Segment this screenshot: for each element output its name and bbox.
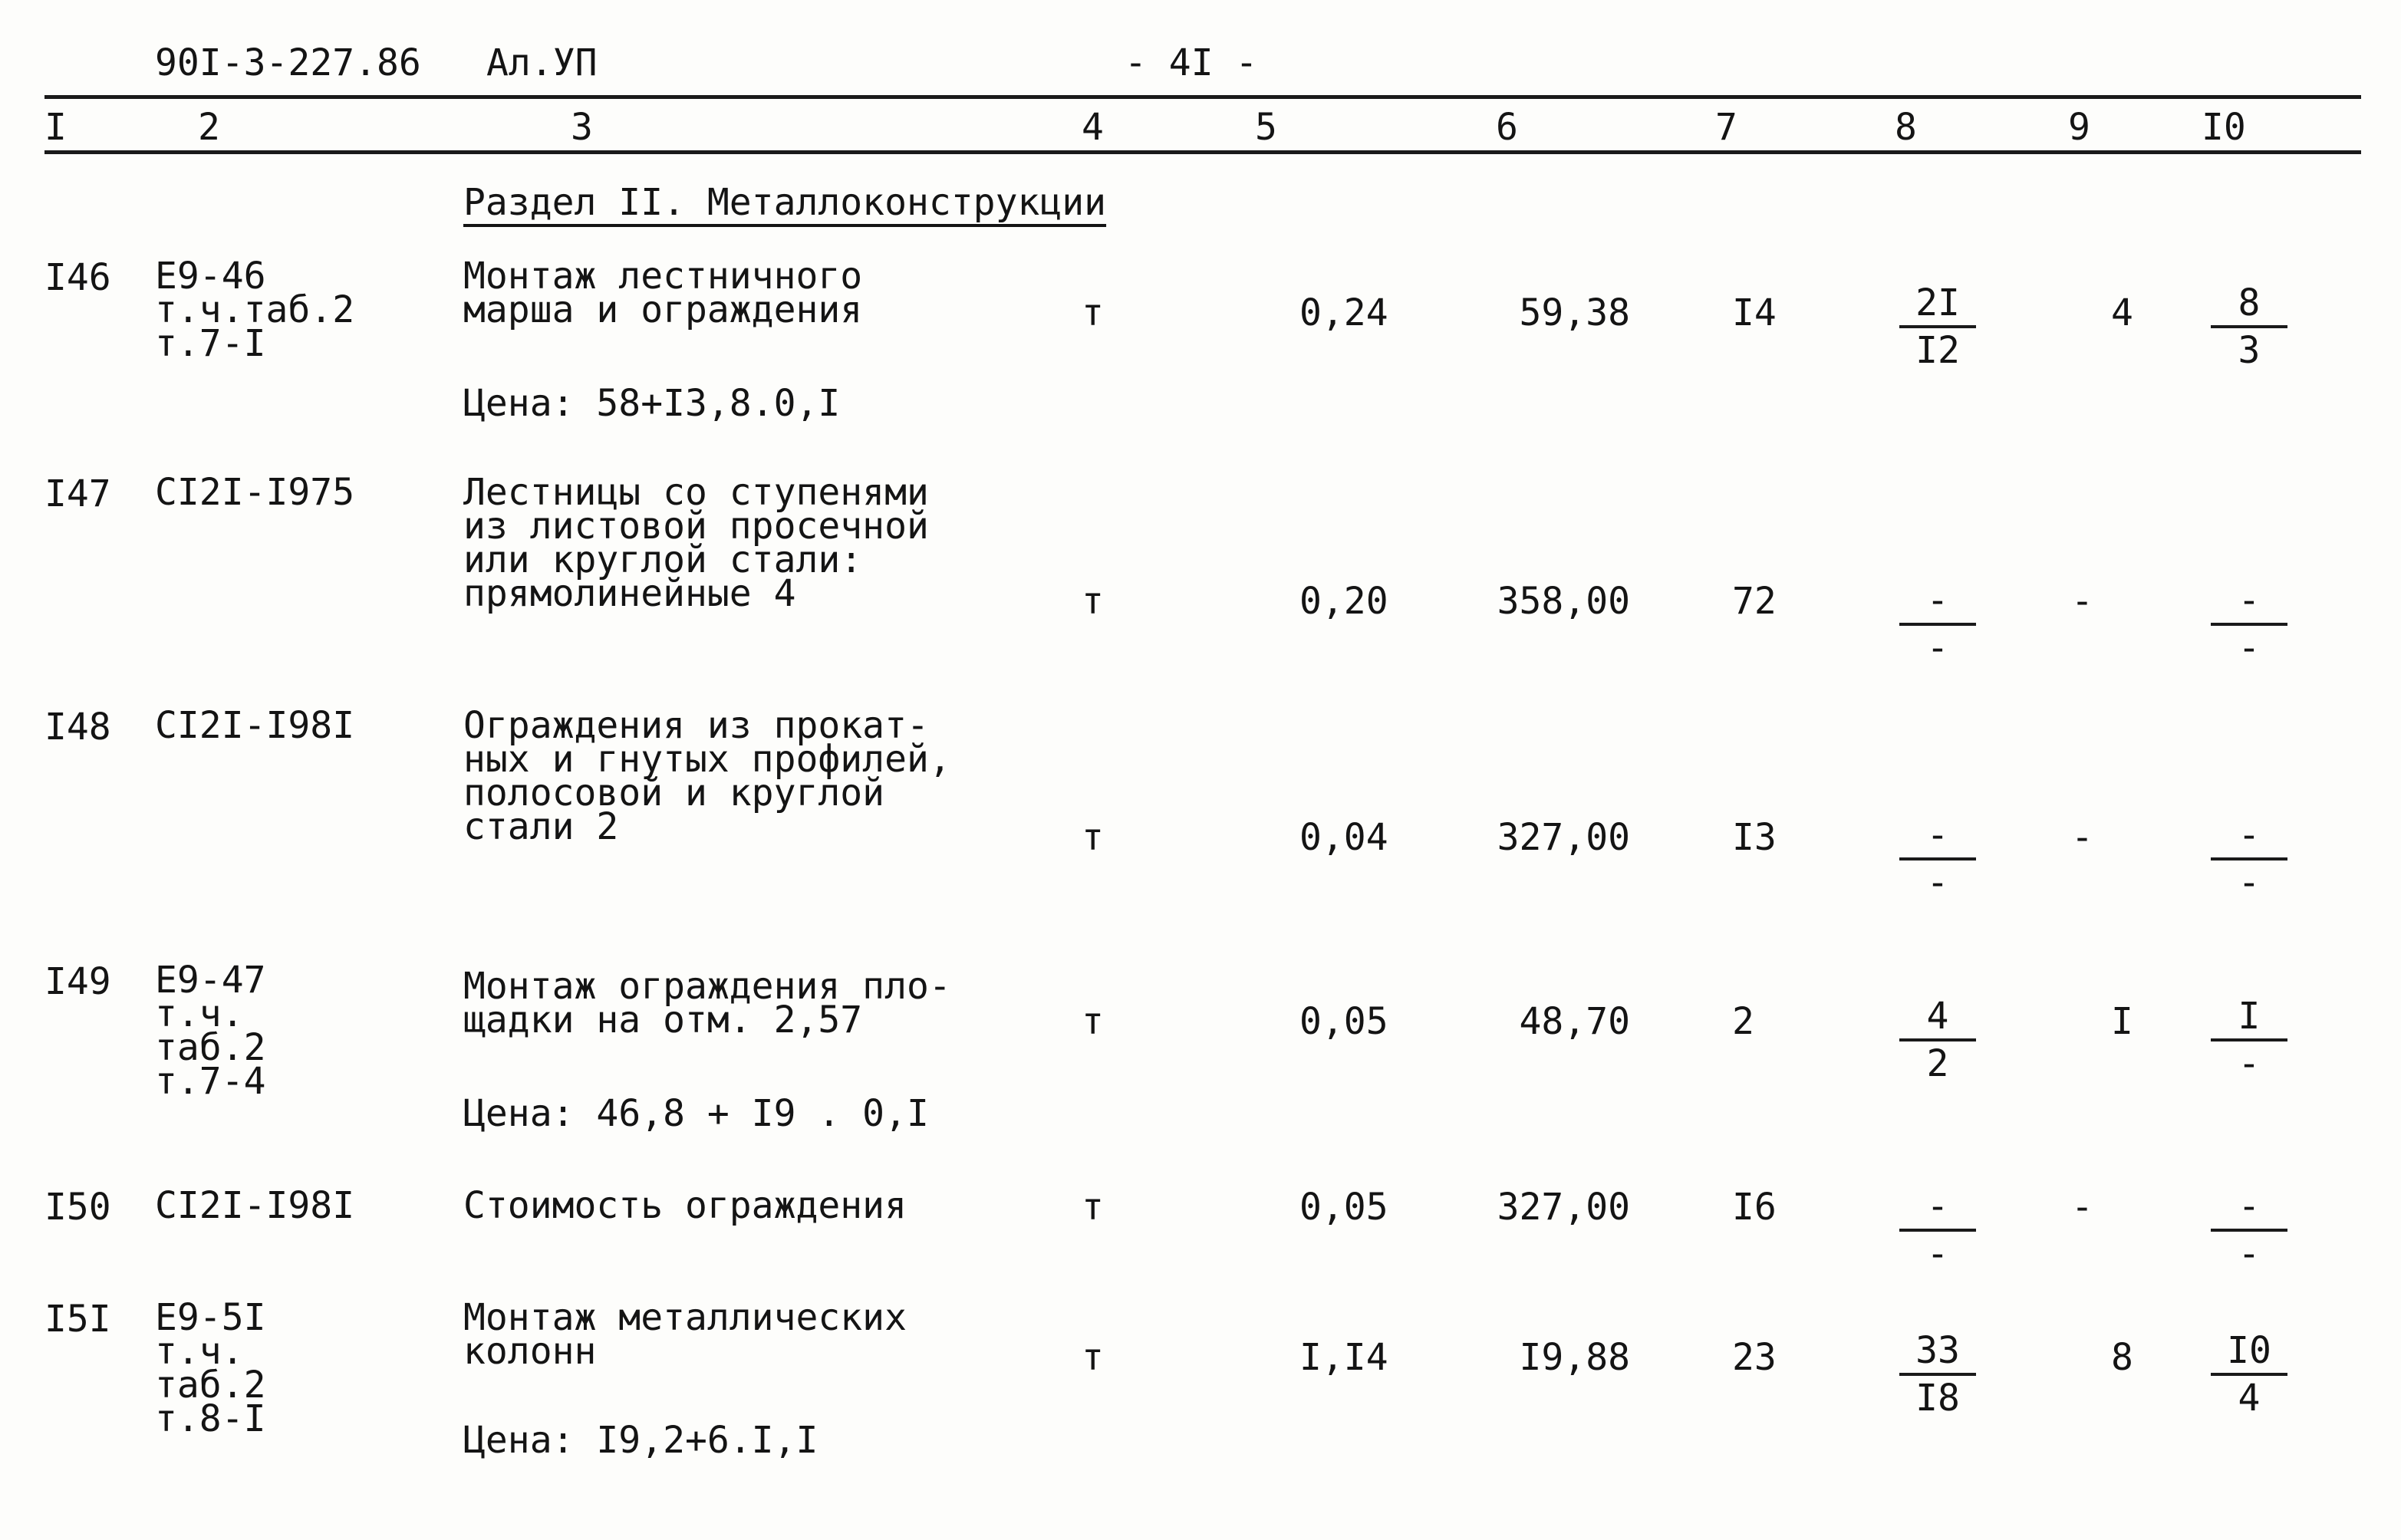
fraction-bar — [2211, 1038, 2287, 1041]
unit: т — [1082, 1186, 1104, 1229]
column-10-fraction — [2211, 1329, 2287, 1420]
price-formula: Цена: 46,8 + I9 . 0,I — [463, 1092, 929, 1135]
column-header-6: 6 — [1496, 106, 1518, 149]
fraction-numerator: - — [2238, 814, 2261, 857]
column-8-fraction — [1899, 579, 1976, 670]
fraction-bar — [1899, 857, 1976, 860]
fraction-numerator: 8 — [2238, 281, 2261, 324]
column-9-value: 8 — [2111, 1336, 2133, 1379]
unit-cost: 327,00 — [1497, 1186, 1630, 1229]
fraction-bar — [2211, 325, 2287, 328]
unit: т — [1082, 1000, 1104, 1043]
quantity: 0,05 — [1299, 1000, 1388, 1043]
column-10-fraction — [2211, 281, 2287, 372]
norm-code: СI2I-I98I — [155, 1184, 355, 1227]
total-cost: 72 — [1732, 580, 1777, 623]
work-description: Монтаж ограждения пло- щадки на отм. 2,57 — [463, 965, 951, 1041]
column-9-value: - — [2071, 1186, 2093, 1229]
album-label: Ал.УП — [486, 41, 598, 84]
unit-cost: 48,70 — [1519, 1000, 1630, 1043]
quantity: 0,05 — [1299, 1186, 1388, 1229]
fraction-bar — [1899, 1038, 1976, 1041]
fraction-numerator: - — [2238, 579, 2261, 622]
total-cost: I6 — [1732, 1186, 1777, 1229]
fraction-bar — [1899, 325, 1976, 328]
fraction-numerator: 2I — [1915, 281, 1960, 324]
document-code: 90I-3-227.86 — [155, 41, 421, 84]
price-formula: Цена: 58+I3,8.0,I — [463, 382, 841, 425]
fraction-bar — [2211, 623, 2287, 626]
fraction-denominator: I2 — [1915, 329, 1960, 372]
fraction-denominator: - — [2238, 1232, 2261, 1275]
fraction-denominator: 3 — [2238, 329, 2261, 372]
total-cost: I3 — [1732, 816, 1777, 859]
fraction-numerator: - — [1926, 579, 1949, 622]
header-bottom-rule — [44, 150, 2361, 154]
unit: т — [1082, 1336, 1104, 1379]
fraction-denominator: - — [1926, 1232, 1949, 1275]
column-header-5: 5 — [1255, 106, 1277, 149]
fraction-denominator: - — [2238, 627, 2261, 670]
unit-cost: I9,88 — [1519, 1336, 1630, 1379]
column-9-value: - — [2071, 816, 2093, 859]
column-8-fraction — [1899, 816, 1976, 902]
column-header-10: I0 — [2202, 106, 2246, 149]
row-number: I48 — [44, 706, 111, 749]
norm-code: Е9-46 т.ч.таб.2 т.7-I — [155, 255, 355, 365]
total-cost: 2 — [1732, 1000, 1754, 1043]
fraction-bar — [1899, 623, 1976, 626]
fraction-bar — [2211, 1373, 2287, 1376]
work-description: Ограждения из прокат- ных и гнутых профилей, полосовой и круглой стали 2 — [463, 704, 951, 848]
column-8-fraction — [1899, 1187, 1976, 1273]
row-number: I5I — [44, 1298, 111, 1341]
row-number: I49 — [44, 960, 111, 1003]
row-number: I47 — [44, 472, 111, 515]
column-header-2: 2 — [198, 106, 220, 149]
total-cost: I4 — [1732, 291, 1777, 334]
norm-code: СI2I-I98I — [155, 704, 355, 747]
total-cost: 23 — [1732, 1336, 1777, 1379]
fraction-denominator: - — [2238, 861, 2261, 904]
work-description: Лестницы со ступенями из листовой просечной или круглой стали: прямолинейные 4 — [463, 471, 929, 615]
fraction-bar — [2211, 1229, 2287, 1232]
fraction-bar — [1899, 1229, 1976, 1232]
column-8-fraction — [1899, 1329, 1976, 1420]
fraction-denominator: I8 — [1915, 1377, 1960, 1420]
unit: т — [1082, 580, 1104, 623]
column-8-fraction — [1899, 281, 1976, 372]
column-9-value: I — [2111, 1000, 2133, 1043]
fraction-numerator: - — [1926, 1185, 1949, 1228]
column-10-fraction — [2211, 579, 2287, 670]
norm-code: СI2I-I975 — [155, 471, 355, 514]
fraction-denominator: - — [2238, 1042, 2261, 1085]
fraction-denominator: 2 — [1926, 1042, 1949, 1085]
column-header-7: 7 — [1715, 106, 1737, 149]
unit-cost: 59,38 — [1519, 291, 1630, 334]
fraction-bar — [1899, 1373, 1976, 1376]
fraction-numerator: - — [1926, 814, 1949, 857]
unit-cost: 358,00 — [1497, 580, 1630, 623]
column-10-fraction — [2211, 1187, 2287, 1273]
quantity: I,I4 — [1299, 1336, 1388, 1379]
fraction-numerator: I0 — [2227, 1329, 2271, 1372]
work-description: Монтаж лестничного марша и ограждения — [463, 255, 863, 331]
column-10-fraction — [2211, 997, 2287, 1083]
column-header-9: 9 — [2068, 106, 2090, 149]
price-formula: Цена: I9,2+6.I,I — [463, 1419, 818, 1462]
column-header-4: 4 — [1082, 106, 1104, 149]
column-9-value: - — [2071, 580, 2093, 623]
column-header-1: I — [44, 106, 67, 149]
fraction-numerator: I — [2238, 995, 2261, 1038]
section-title: Раздел II. Металлоконструкции — [463, 181, 1107, 224]
column-header-3: 3 — [571, 106, 593, 149]
quantity: 0,24 — [1299, 291, 1388, 334]
quantity: 0,20 — [1299, 580, 1388, 623]
column-8-fraction — [1899, 997, 1976, 1083]
unit: т — [1082, 816, 1104, 859]
work-description: Монтаж металлических колонн — [463, 1296, 907, 1373]
page-number: - 4I - — [1125, 41, 1258, 84]
fraction-denominator: - — [1926, 627, 1949, 670]
fraction-numerator: - — [2238, 1185, 2261, 1228]
fraction-denominator: - — [1926, 861, 1949, 904]
fraction-numerator: 4 — [1926, 995, 1949, 1038]
column-header-8: 8 — [1895, 106, 1917, 149]
norm-code: Е9-47 т.ч. таб.2 т.7-4 — [155, 959, 266, 1103]
norm-code: Е9-5I т.ч. таб.2 т.8-I — [155, 1296, 266, 1440]
row-number: I46 — [44, 256, 111, 299]
column-9-value: 4 — [2111, 291, 2133, 334]
column-10-fraction — [2211, 816, 2287, 902]
fraction-bar — [2211, 857, 2287, 860]
fraction-denominator: 4 — [2238, 1377, 2261, 1420]
fraction-numerator: 33 — [1915, 1329, 1960, 1372]
unit-cost: 327,00 — [1497, 816, 1630, 859]
row-number: I50 — [44, 1186, 111, 1229]
unit: т — [1082, 291, 1104, 334]
header-top-rule — [44, 95, 2361, 99]
quantity: 0,04 — [1299, 816, 1388, 859]
work-description: Стоимость ограждения — [463, 1184, 907, 1227]
